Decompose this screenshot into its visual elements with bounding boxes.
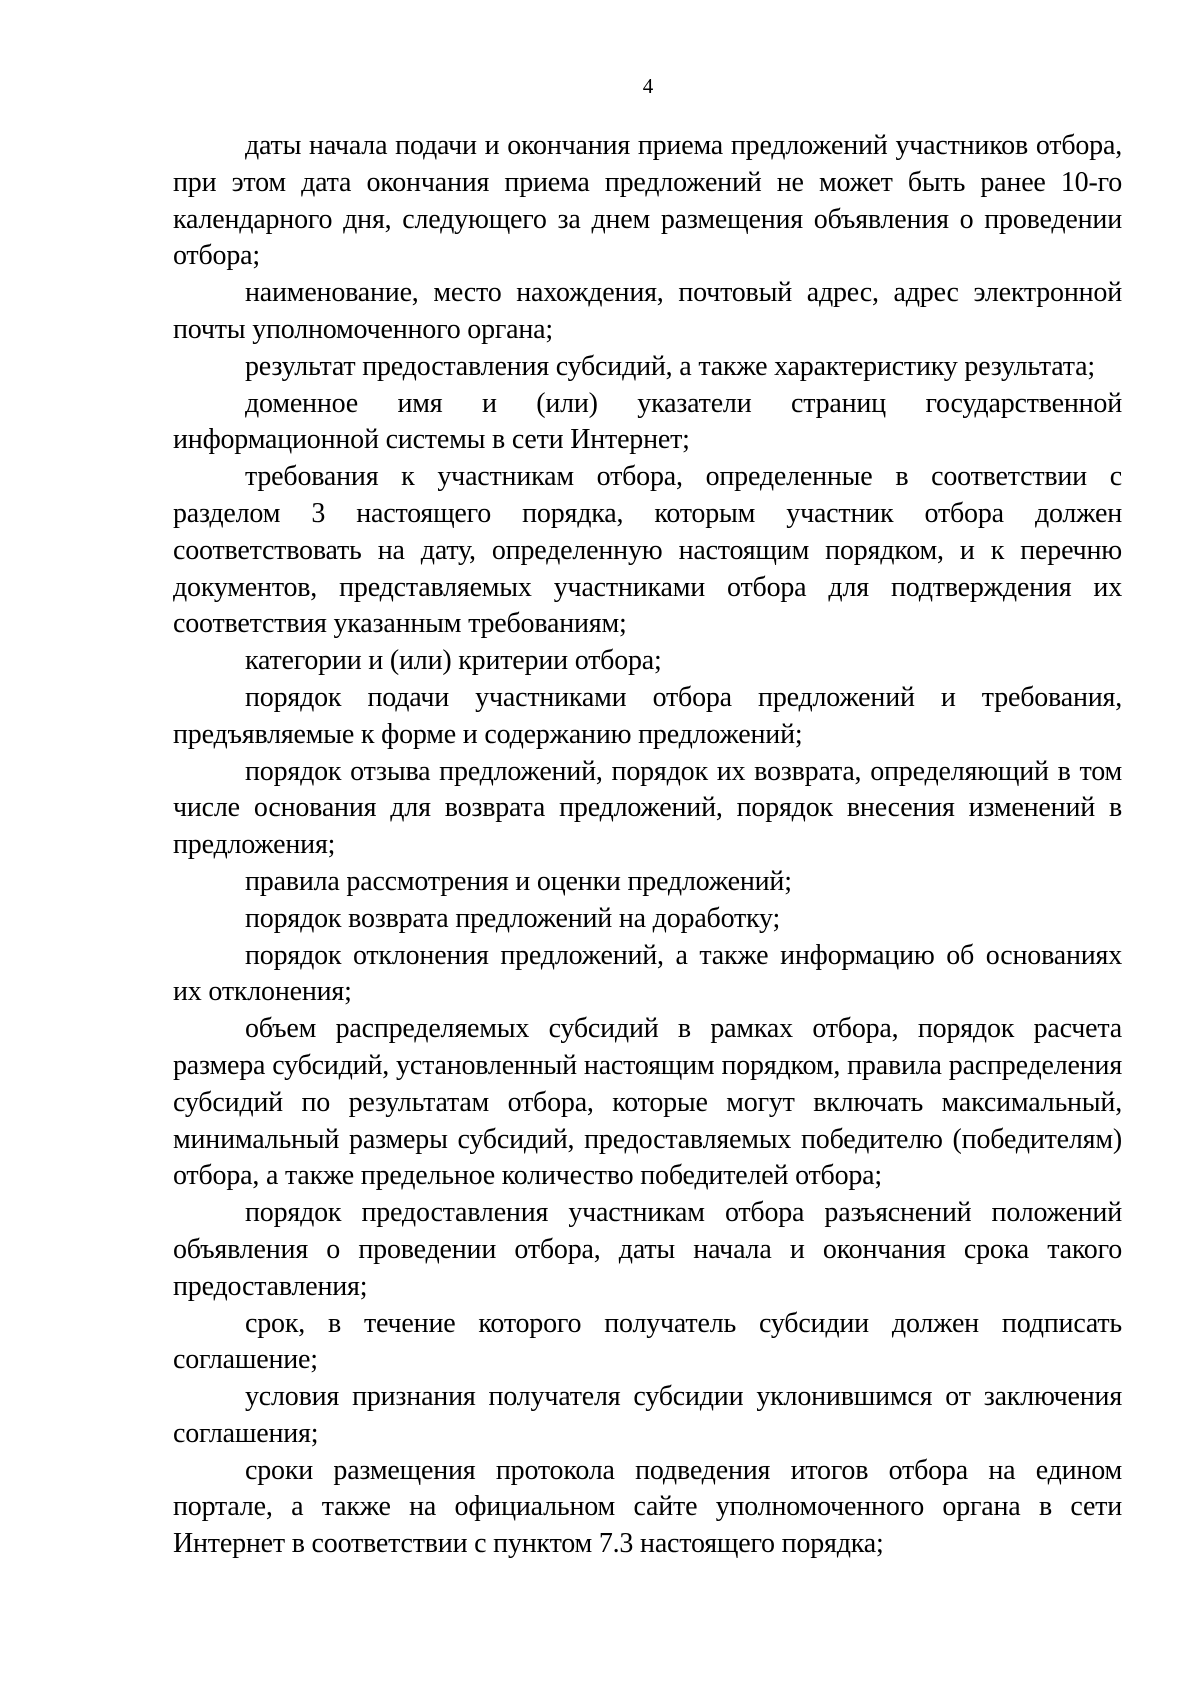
paragraph-protocol-publication: сроки размещения протокола подведения итогов отбора на едином портале, а также на официальном сайте уполномоченного органа в сети Интернет в соответствии с пунктом 7.3 настоящего порядка; xyxy=(173,1454,1122,1560)
paragraph-evasion-conditions: условия признания получателя субсидии уклонившимся от заключения соглашения; xyxy=(173,1381,1122,1449)
paragraph-withdrawal-procedure: порядок отзыва предложений, порядок их возврата, определяющий в том числе основания для возврата предложений, порядок внесения изменений в предложения; xyxy=(173,755,1122,861)
paragraph-signing-deadline: срок, в течение которого получатель субсидии должен подписать соглашение; xyxy=(173,1307,1122,1376)
paragraph-evaluation-rules: правила рассмотрения и оценки предложений; xyxy=(245,865,792,897)
page-number: 4 xyxy=(642,74,654,98)
paragraph-participant-requirements: требования к участникам отбора, определенные в соответствии с разделом 3 настоящего порядка, которым участник отбора должен соответствовать на дату, определенную настоящим порядком, и к перечню документов, представляемых участниками отбора для подтверждения их соответствия указанным требованиям; xyxy=(173,461,1122,640)
paragraph-domain-name: доменное имя и (или) указатели страниц государственной информационной системы в сети Интернет; xyxy=(173,387,1122,456)
paragraph-subsidy-volume: объем распределяемых субсидий в рамках отбора, порядок расчета размера субсидий, установленный настоящим порядком, правила распределения субсидий по результатам отбора, которые могут включать максимальный, минимальный размеры субсидий, предоставляемых победителю (победителям) отбора, а также предельное количество победителей отбора; xyxy=(173,1013,1122,1192)
paragraph-clarifications: порядок предоставления участникам отбора разъяснений положений объявления о проведении отбора, даты начала и окончания срока такого предоставления; xyxy=(173,1197,1122,1302)
document-body xyxy=(173,128,1122,1563)
paragraph-selection-criteria: категории и (или) критерии отбора; xyxy=(245,645,662,677)
paragraph-subsidy-result: результат предоставления субсидий, а также характеристику результата; xyxy=(245,350,1095,382)
paragraph-authority-contacts: наименование, место нахождения, почтовый адрес, адрес электронной почты уполномоченного органа; xyxy=(173,277,1122,345)
paragraph-submission-procedure: порядок подачи участниками отбора предложений и требования, предъявляемые к форме и содержанию предложений; xyxy=(173,681,1122,750)
paragraph-rejection-procedure: порядок отклонения предложений, а также информацию об основаниях их отклонения; xyxy=(173,939,1122,1008)
paragraph-submission-dates: даты начала подачи и окончания приема предложений участников отбора, при этом дата окончания приема предложений не может быть ранее 10-го календарного дня, следующего за днем размещения объявления о проведении отбора; xyxy=(173,130,1122,272)
paragraph-return-for-revision: порядок возврата предложений на доработку; xyxy=(245,902,781,934)
